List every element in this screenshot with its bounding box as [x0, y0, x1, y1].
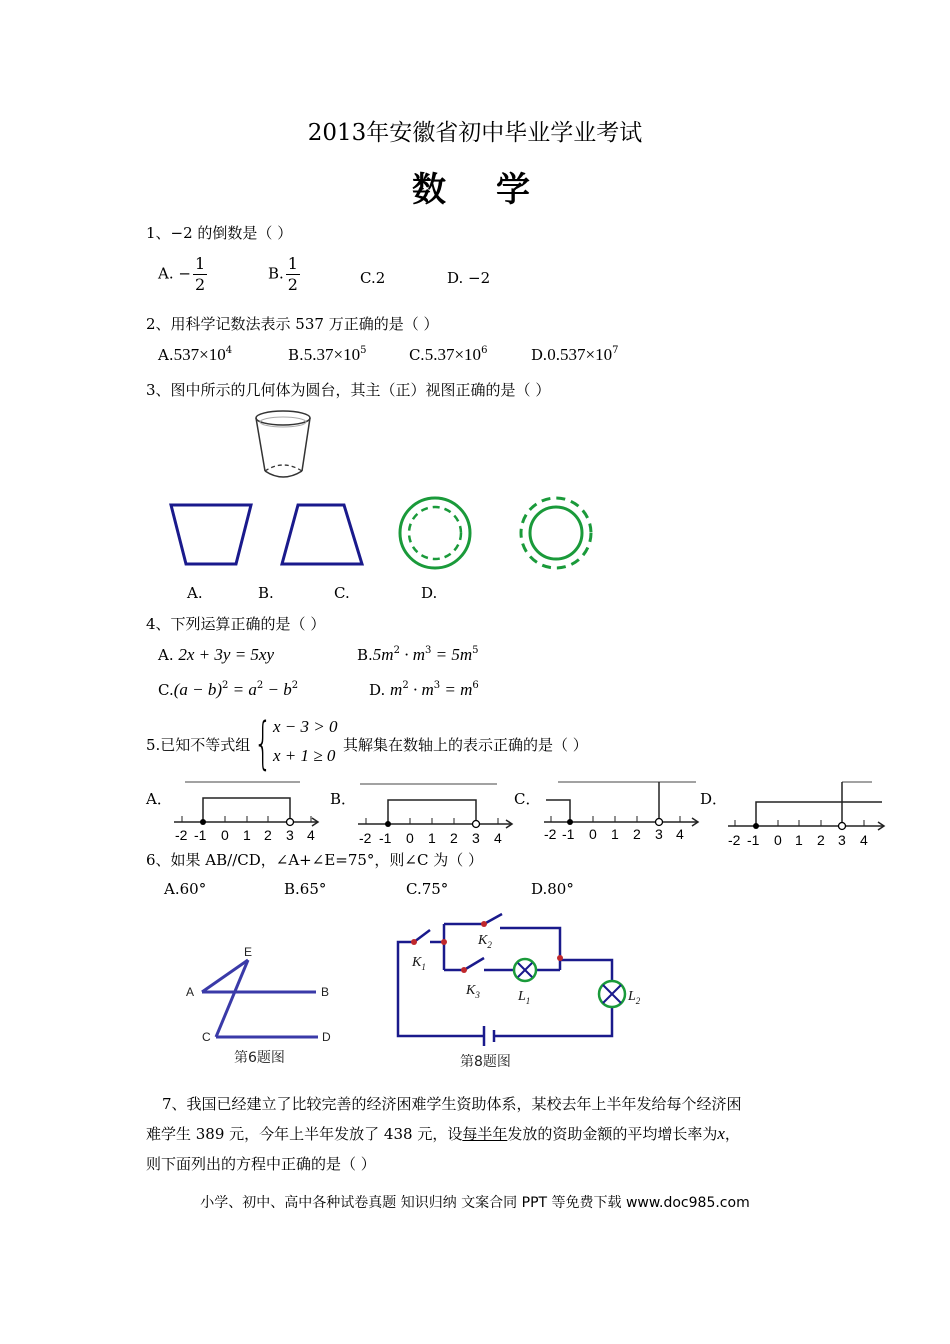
q6-point-c: C — [202, 1030, 211, 1044]
q4-b-label: B. — [357, 646, 373, 664]
q3-option-c-figure — [397, 495, 473, 571]
q4-c-label: C. — [158, 681, 174, 699]
q4-b-exp1: 2 — [393, 645, 400, 656]
q8-circuit-figure — [390, 910, 650, 1075]
q5-inequality-1: x − 3 > 0 — [273, 717, 338, 736]
q6-option-b: B.65° — [284, 880, 327, 898]
q2-c-label: C. — [409, 346, 425, 364]
q3-option-b-figure — [278, 500, 366, 570]
q4-b-exp2: 3 — [424, 645, 432, 656]
q2-b-base: 5.37×10 — [303, 345, 361, 364]
q2-option-d — [531, 345, 618, 365]
q5a-tick: 2 — [264, 827, 272, 843]
q4-a-label: A. — [158, 646, 174, 664]
q4-d-label: D. — [369, 681, 386, 699]
q8-l2: $L_2$ — [628, 989, 641, 1006]
q5c-tick: -1 — [562, 826, 575, 842]
q1-b-den: 2 — [287, 275, 298, 294]
q5a-tick: 1 — [243, 827, 251, 843]
q5a-tick: -2 — [175, 827, 188, 843]
q5-inequality-2: x + 1 ≥ 0 — [273, 746, 336, 765]
q5-prefix: 5.已知不等式组 — [146, 736, 251, 754]
q5-number-line-d — [722, 780, 892, 850]
q6-option-d: D.80° — [531, 880, 574, 898]
q4-stem: 4、下列运算正确的是（ ） — [146, 615, 326, 633]
q8-l1: $L_1$ — [518, 989, 531, 1006]
q7-line2-underlined: 每半年 — [462, 1125, 508, 1143]
q4-b-part3: = 5m — [431, 645, 473, 664]
q7-line-1: 7、我国已经建立了比较完善的经济困难学生资助体系，某校去年上半年发给每个经济困 — [162, 1095, 742, 1113]
q5d-tick: 3 — [838, 832, 846, 848]
q4-a-expr: 2x + 3y = 5xy — [178, 645, 275, 664]
q5a-tick: 3 — [286, 827, 294, 843]
q4-b-exp3: 5 — [472, 645, 479, 656]
q1-a-den: 2 — [194, 275, 206, 294]
q7-line-3: 则下面列出的方程中正确的是（ ） — [146, 1155, 376, 1173]
q2-c-base: 5.37×10 — [424, 345, 482, 364]
q6-point-d: D — [322, 1030, 331, 1044]
q5d-tick: 2 — [817, 832, 825, 848]
q2-a-base: 537×10 — [173, 345, 226, 364]
q1-option-a — [158, 254, 207, 295]
q6-option-c: C.75° — [406, 880, 449, 898]
q5d-tick: 1 — [795, 832, 803, 848]
q5b-tick: -2 — [359, 830, 372, 846]
q5d-tick: -1 — [747, 832, 760, 848]
q4-b-part1: 5m — [372, 645, 394, 664]
q8-k1: $K_1$ — [412, 955, 426, 972]
q4-d-part2: · m — [408, 680, 434, 699]
q4-c-part1: (a − b) — [173, 680, 223, 699]
q4-c-exp1: 2 — [222, 680, 229, 691]
q1-stem: 1、−2 的倒数是（ ） — [146, 224, 293, 242]
footer-text: 小学、初中、高中各种试卷真题 知识归纳 文案合同 PPT 等免费下载 www.doc985.com — [200, 1195, 750, 1211]
q5a-tick: 4 — [307, 827, 315, 843]
q2-d-exp: 7 — [612, 345, 619, 356]
q8-k2: $K_2$ — [478, 933, 492, 950]
q5b-tick: -1 — [379, 830, 392, 846]
q4-option-b — [357, 645, 478, 665]
q3-label-c: C. — [334, 584, 350, 602]
q4-option-c — [158, 680, 298, 700]
q6-stem: 6、如果 AB//CD，∠A+∠E=75°，则∠C 为（ ） — [146, 851, 484, 869]
q6-option-a: A.60° — [164, 880, 207, 898]
q6-point-b: B — [321, 985, 330, 999]
q5-number-line-b — [352, 782, 520, 848]
q5c-tick: 0 — [589, 826, 597, 842]
q2-option-a — [158, 345, 232, 365]
q5c-tick: 3 — [655, 826, 663, 842]
q2-option-c — [409, 345, 487, 365]
q5-brace: { — [254, 711, 272, 776]
q4-option-d — [369, 680, 479, 700]
q2-d-label: D. — [531, 346, 548, 364]
q7-line2-pre: 难学生 389 元，今年上半年发放了 438 元，设 — [146, 1125, 463, 1143]
q1-a-label: A. − — [158, 264, 191, 283]
q3-label-d: D. — [421, 584, 438, 602]
q5c-tick: 4 — [676, 826, 684, 842]
q5-label-a: A． — [146, 790, 172, 808]
q1-a-num: 1 — [194, 254, 206, 273]
q5d-tick: 0 — [774, 832, 782, 848]
q1-option-b — [268, 254, 300, 295]
q6-point-e: E — [244, 945, 253, 959]
q5a-tick: 0 — [221, 827, 229, 843]
q1-option-c: C.2 — [360, 269, 386, 287]
q4-b-part2: · m — [399, 645, 425, 664]
q6-figure-caption: 第6题图 — [234, 1050, 285, 1066]
q4-option-a — [158, 645, 274, 665]
q6-figure — [180, 940, 340, 1070]
q7-variable-x: x — [717, 1124, 725, 1143]
q2-d-base: 0.537×10 — [547, 345, 613, 364]
q7-line2-end: ， — [724, 1125, 740, 1143]
q7-line2-post: 发放的资助金额的平均增长率为 — [507, 1125, 718, 1143]
q2-stem: 2、用科学记数法表示 537 万正确的是（ ） — [146, 315, 439, 333]
q3-stem: 3、图中所示的几何体为圆台，其主（正）视图正确的是（ ） — [146, 381, 551, 399]
q4-d-exp2: 3 — [433, 680, 441, 691]
q3-option-d-figure — [518, 495, 594, 571]
q5c-tick: -2 — [544, 826, 557, 842]
q4-d-exp3: 6 — [472, 680, 479, 691]
q2-a-label: A. — [158, 346, 174, 364]
q4-c-part2: = a — [228, 680, 257, 699]
q4-c-part3: − b — [263, 680, 292, 699]
q4-d-exp1: 2 — [402, 680, 409, 691]
q5-number-line-c — [538, 780, 708, 844]
q8-k3: $K_3$ — [466, 983, 480, 1000]
q3-frustum-solid-figure — [250, 405, 320, 485]
q3-label-a: A. — [187, 584, 203, 602]
q5-number-line-a — [170, 780, 330, 844]
q4-d-part1: m — [390, 680, 403, 699]
q1-option-d: D. −2 — [447, 269, 491, 287]
q5d-tick: 4 — [860, 832, 868, 848]
q5-label-c: C． — [514, 790, 541, 808]
q2-option-b — [288, 345, 367, 365]
q4-c-exp3: 2 — [291, 680, 299, 691]
subject-title: 数 学 — [412, 170, 538, 210]
q1-b-label: B. — [268, 264, 284, 283]
q5d-tick: -2 — [728, 832, 741, 848]
q5b-tick: 4 — [494, 830, 502, 846]
q5b-tick: 3 — [472, 830, 480, 846]
q6-point-a: A — [186, 985, 195, 999]
q5c-tick: 1 — [611, 826, 619, 842]
q5c-tick: 2 — [633, 826, 641, 842]
q5-suffix: 其解集在数轴上的表示正确的是（ ） — [343, 736, 588, 754]
q2-b-label: B. — [288, 346, 304, 364]
q7-line-2 — [146, 1123, 740, 1144]
exam-title: 2013年安徽省初中毕业学业考试 — [307, 120, 643, 146]
q5a-tick: -1 — [194, 827, 207, 843]
q5-label-b: B． — [330, 790, 357, 808]
q2-c-exp: 6 — [481, 345, 488, 356]
q8-figure-caption: 第8题图 — [460, 1054, 511, 1070]
q5b-tick: 1 — [428, 830, 436, 846]
q5b-tick: 2 — [450, 830, 458, 846]
q5-label-d: D． — [700, 790, 728, 808]
q2-b-exp: 5 — [360, 345, 367, 356]
q3-option-a-figure — [168, 500, 256, 570]
q5b-tick: 0 — [406, 830, 414, 846]
q2-a-exp: 4 — [225, 345, 233, 356]
q4-d-part3: = m — [440, 680, 473, 699]
q4-c-exp2: 2 — [256, 680, 264, 691]
q3-label-b: B. — [258, 584, 274, 602]
q1-b-num: 1 — [287, 254, 298, 273]
